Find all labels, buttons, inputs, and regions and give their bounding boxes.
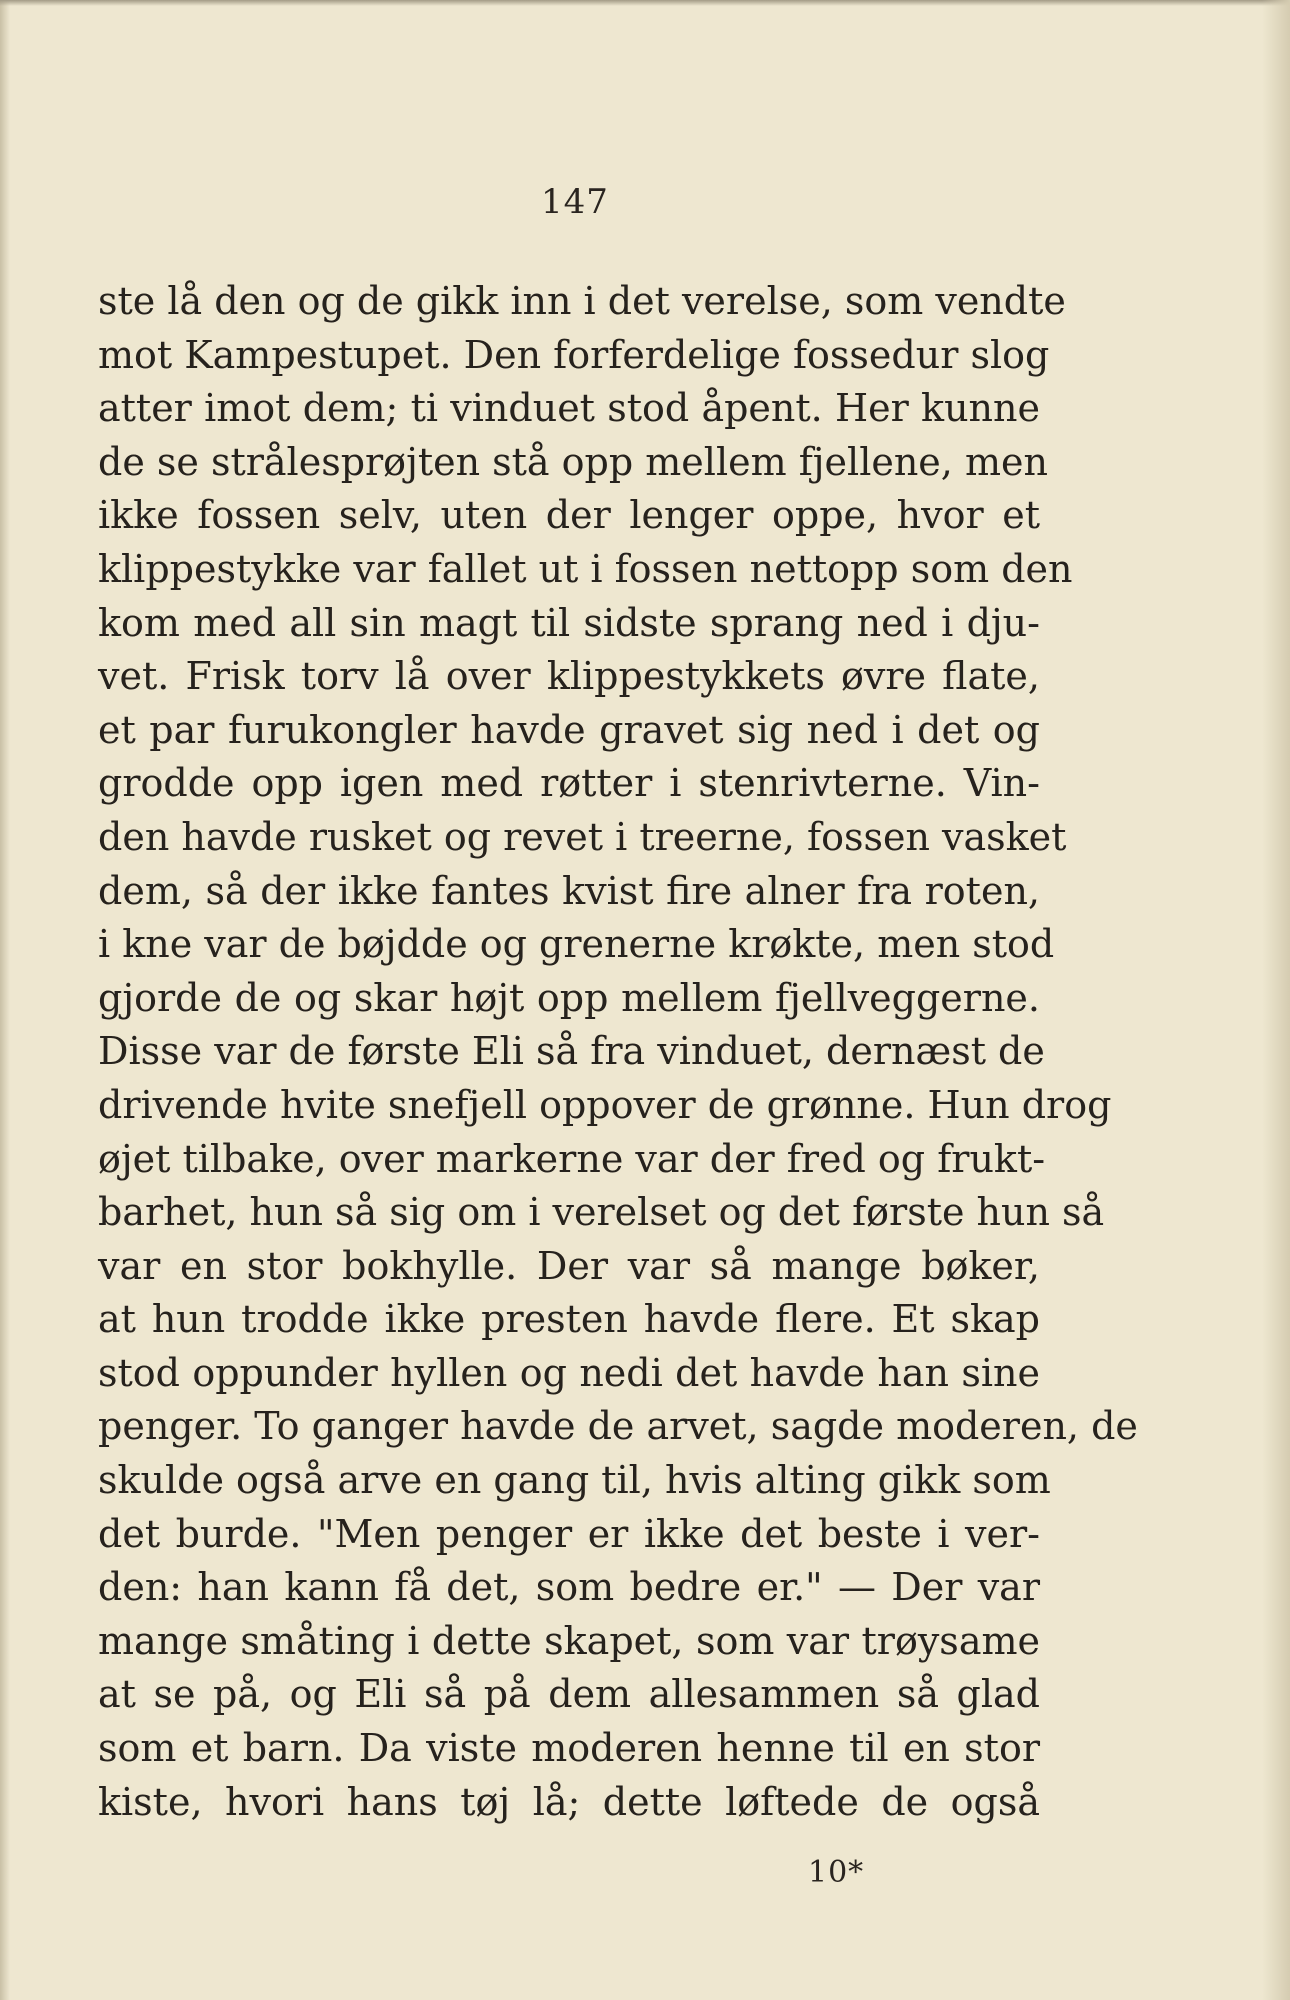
- text-line: ste lå den og de gikk inn i det verelse, som vendte: [98, 279, 1066, 323]
- text-line: at se på, og Eli så på dem allesammen så glad: [98, 1672, 1040, 1717]
- text-line: som et barn. Da viste moderen henne til en stor: [98, 1726, 1040, 1771]
- text-line: dem, så der ikke fantes kvist fire alner fra roten,: [98, 868, 1040, 913]
- text-line: grodde opp igen med røtter i stenrivterne. Vin-: [98, 761, 1040, 806]
- text-line: mange småting i dette skapet, som var trøysame: [98, 1618, 1040, 1663]
- text-line: de se strålesprøjten stå opp mellem fjellene, men: [98, 439, 1048, 484]
- text-line: et par furukongler havde gravet sig ned i det og: [98, 707, 1040, 752]
- signature-mark: 10*: [808, 1855, 865, 1890]
- text-line: skulde også arve en gang til, hvis alting gikk som: [98, 1458, 1051, 1503]
- text-line: kom med all sin magt til sidste sprang ned i dju-: [98, 600, 1040, 645]
- text-line: klippestykke var fallet ut i fossen nettopp som den: [98, 546, 1073, 591]
- text-line: i kne var de bøjdde og grenerne krøkte, men stod: [98, 922, 1055, 967]
- text-line: vet. Frisk torv lå over klippestykkets øvre flate,: [98, 654, 1040, 699]
- text-line: kiste, hvori hans tøj lå; dette løftede de også: [98, 1779, 1040, 1824]
- text-line: øjet tilbake, over markerne var der fred og frukt-: [98, 1136, 1046, 1181]
- text-line: stod oppunder hyllen og nedi det havde han sine: [98, 1350, 1040, 1395]
- text-line: gjorde de og skar højt opp mellem fjellveggerne.: [98, 975, 1040, 1020]
- text-line: barhet, hun så sig om i verelset og det første hun så: [98, 1190, 1105, 1235]
- body-text: [98, 275, 1138, 1829]
- page-top-edge: [0, 0, 1290, 6]
- text-line: mot Kampestupet. Den forferdelige fossedur slog: [98, 332, 1050, 377]
- page-number: 147: [541, 182, 609, 222]
- text-line: drivende hvite snefjell oppover de grønne. Hun drog: [98, 1082, 1112, 1127]
- text-line: var en stor bokhylle. Der var så mange bøker,: [98, 1243, 1040, 1288]
- text-line: ikke fossen selv, uten der lenger oppe, hvor et: [98, 493, 1040, 538]
- text-line: den havde rusket og revet i treerne, fossen vasket: [98, 814, 1067, 859]
- text-line: det burde. "Men penger er ikke det beste i ver-: [98, 1511, 1040, 1556]
- text-line: Disse var de første Eli så fra vinduet, dernæst de: [98, 1029, 1045, 1074]
- text-line: atter imot dem; ti vinduet stod åpent. Her kunne: [98, 386, 1040, 431]
- text-line: penger. To ganger havde de arvet, sagde moderen, de: [98, 1404, 1138, 1449]
- text-line: at hun trodde ikke presten havde flere. Et skap: [98, 1297, 1040, 1342]
- text-line: den: han kann få det, som bedre er." — Der var: [98, 1565, 1040, 1610]
